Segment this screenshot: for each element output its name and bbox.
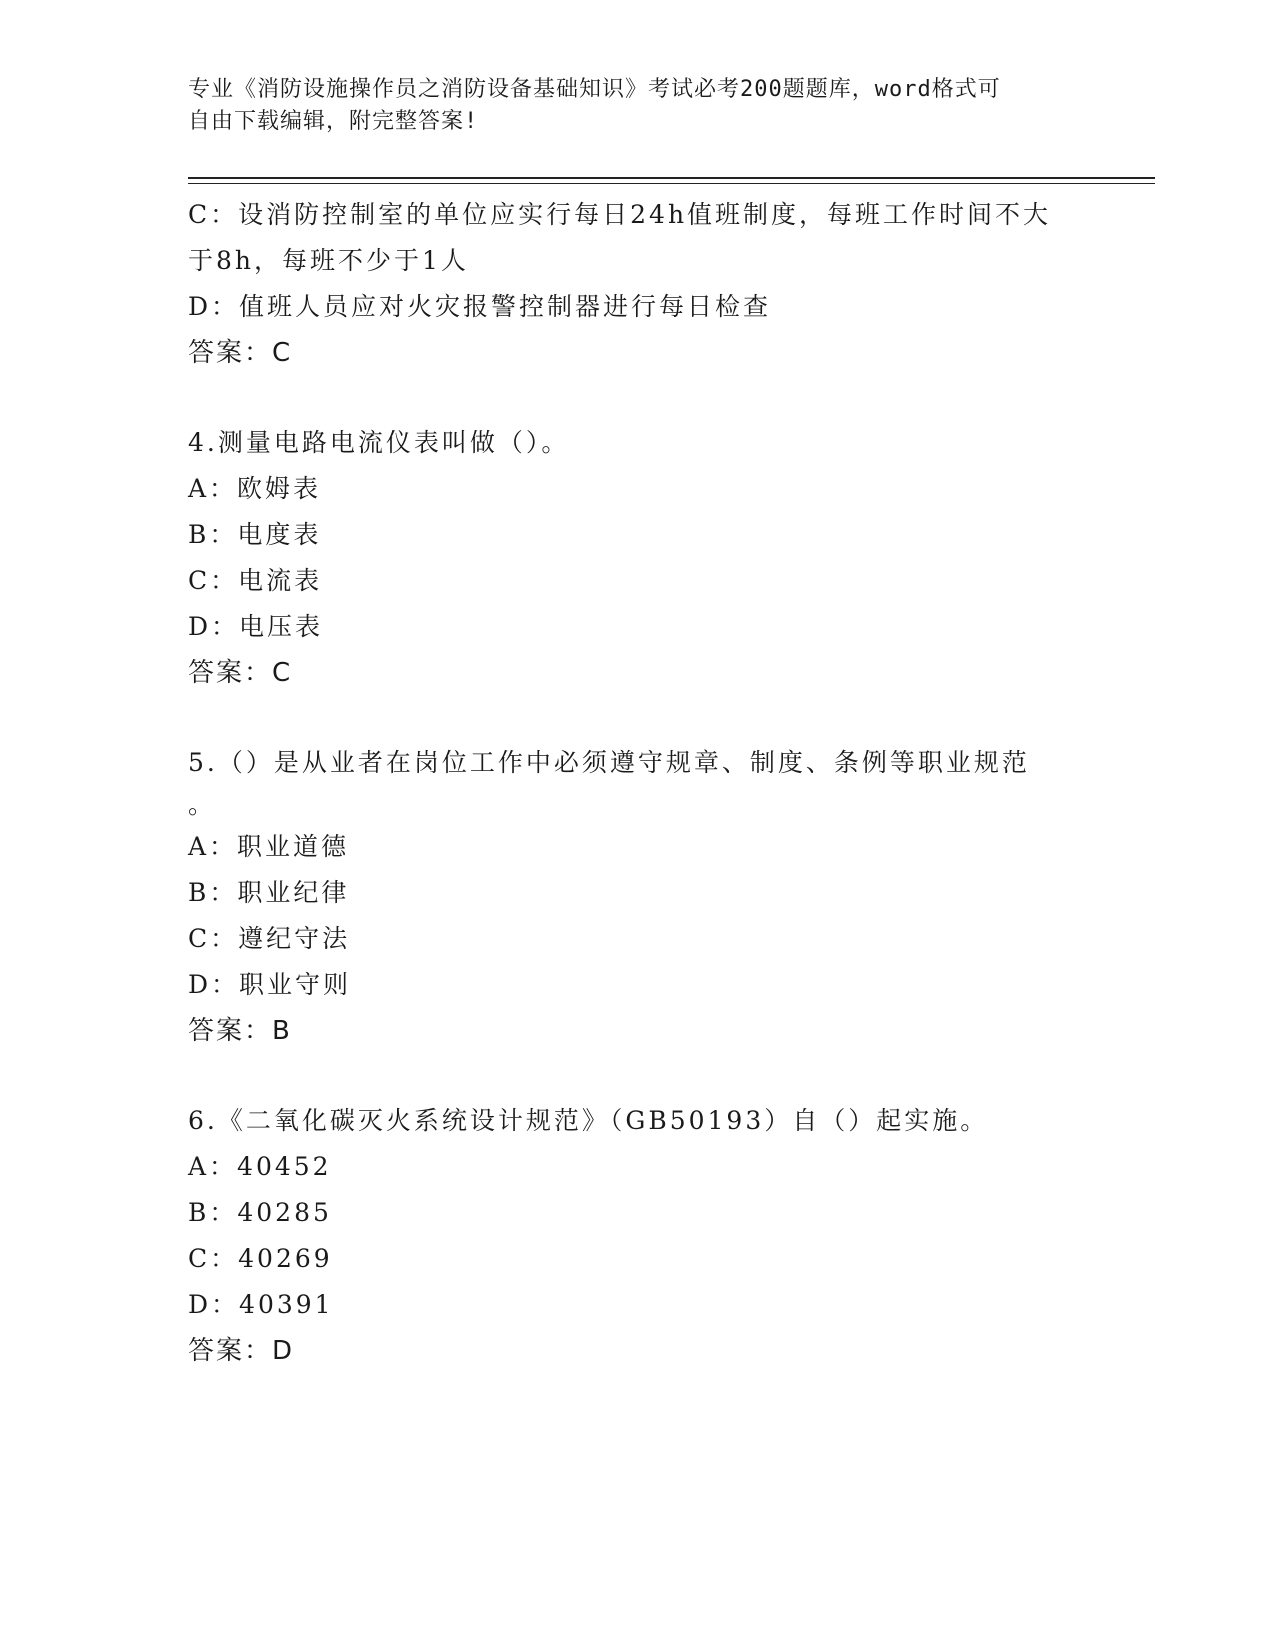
spacer [188,376,1088,420]
spacer [188,696,1088,740]
q4-option-d: D：电压表 [188,612,324,641]
q5-answer: 答案：B [188,1016,292,1046]
q6-answer: 答案：D [188,1336,295,1366]
header-rule-thin [188,183,1155,184]
q5-question-line-2: 。 [188,790,217,819]
q3-option-d: D：值班人员应对火灾报警控制器进行每日检查 [188,292,772,321]
q3-option-c-line-1: C：设消防控制室的单位应实行每日24h值班制度，每班工作时间不大 [188,200,1052,229]
q3-answer: 答案：C [188,338,293,368]
q5-option-a: A：职业道德 [188,832,350,861]
q4-answer: 答案：C [188,658,293,688]
q4-option-a: A：欧姆表 [188,474,322,503]
header-title-line-2: 自由下载编辑，附完整答案! [188,109,479,134]
document-header [188,74,1088,138]
header-rule-thick [188,177,1155,179]
question-5 [188,740,1088,1054]
q3-option-c-line-2: 于8h，每班不少于1人 [188,246,469,275]
q5-option-c: C：遵纪守法 [188,924,351,953]
q4-question: 4.测量电路电流仪表叫做（）。 [188,428,570,457]
header-title-line-1: 专业《消防设施操作员之消防设备基础知识》考试必考200题题库，word格式可 [188,77,1001,102]
question-6 [188,1098,1088,1374]
question-body [188,192,1088,1374]
q5-option-b: B：职业纪律 [188,878,350,907]
spacer [188,1054,1088,1098]
q6-option-b: B：40285 [188,1198,332,1227]
q5-question-line-1: 5.（）是从业者在岗位工作中必须遵守规章、制度、条例等职业规范 [188,748,1030,777]
q6-question: 6.《二氧化碳灭火系统设计规范》（GB50193）自（）起实施。 [188,1106,989,1135]
q4-option-b: B：电度表 [188,520,322,549]
q6-option-c: C：40269 [188,1244,333,1273]
q6-option-a: A：40452 [188,1152,332,1181]
q4-option-c: C：电流表 [188,566,323,595]
question-4 [188,420,1088,696]
q6-option-d: D：40391 [188,1290,334,1319]
question-3 [188,192,1088,376]
q5-option-d: D：职业守则 [188,970,352,999]
